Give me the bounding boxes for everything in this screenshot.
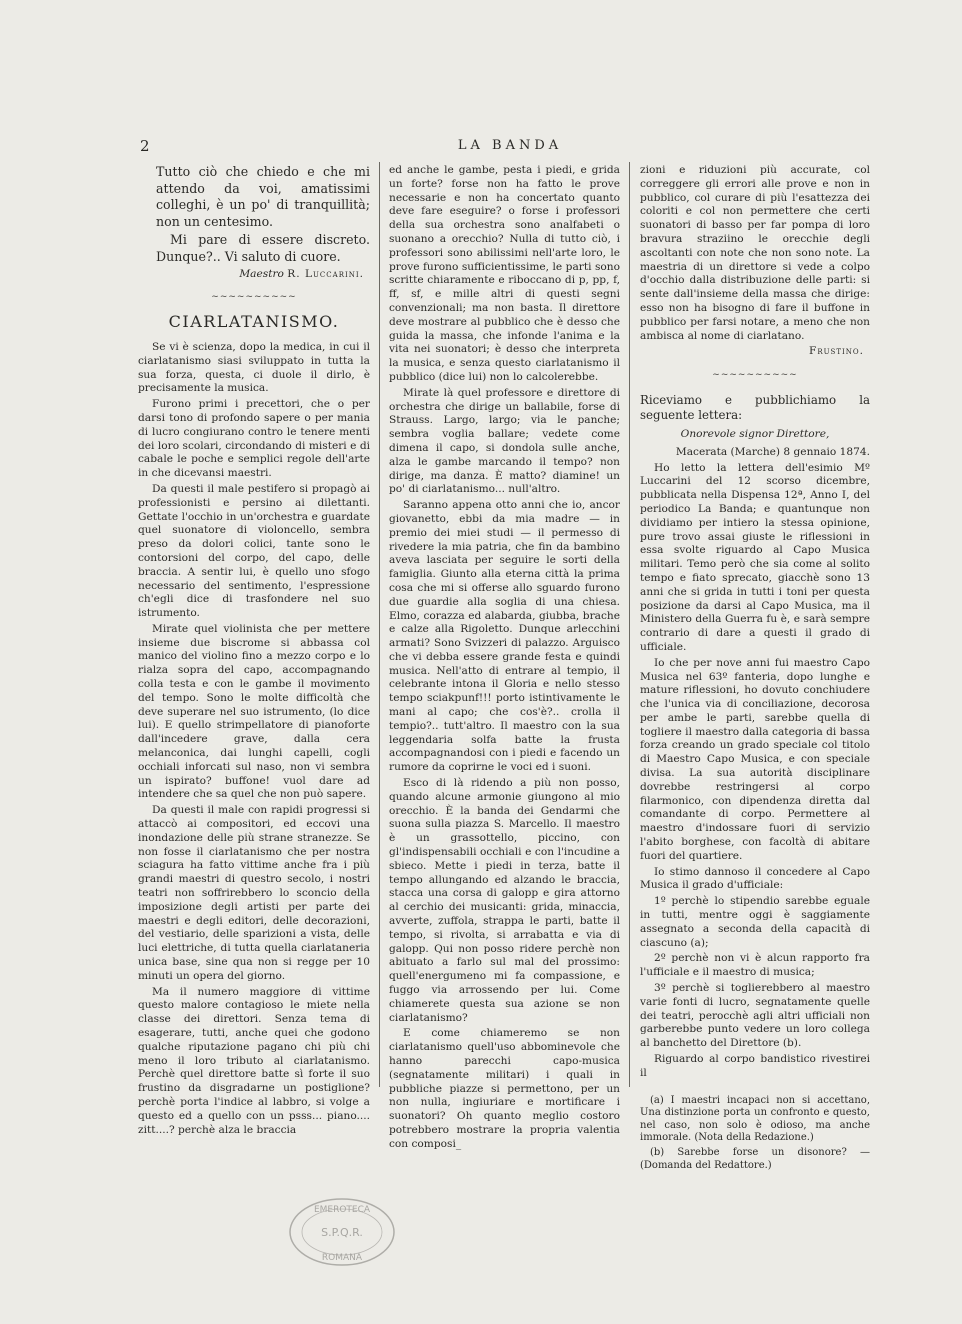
closing-paragraph: Tutto ciò che chiedo e che mi attendo da voi, amatissimi colleghi, è un po' di tranquillità; non un centesimo. bbox=[156, 164, 370, 229]
letter-paragraph: Riguardo al corpo bandistico rivestirei il bbox=[640, 1053, 870, 1079]
article-title: CIARLATANISMO. bbox=[168, 312, 340, 332]
letter-paragraph: 2º perchè non vi è alcun rapporto fra l'ufficiale e il maestro di musica; bbox=[640, 952, 870, 979]
article-paragraph: Furono primi i precettori, che o per darsi tono di profondo sapere o per mania di lucro congiurano contro le tenere menti dei loro scolari, circondando di misteri e di cabale le poche e semplici regole dell'arte in che dicevansi maestri. bbox=[138, 398, 370, 480]
article-paragraph: zioni e riduzioni più accurate, col correggere gli errori alle prove e non in pubblico, col curare di più l'esattezza dei coloriti e col non permettere che certi suonatori di basso per far pompa di loro bravura straziino le orecchie degli ascoltanti con note che non sono note. La maestria di un direttore si vede a colpo d'occhio dalla distribuzione delle parti: si sente dall'insieme della massa che dirige: esso non ha bisogno di fare il buffone in pubblico per farsi notare, a meno che non ambisca al nome di ciarlatano. bbox=[640, 164, 870, 342]
article-paragraph: Esco di là ridendo a più non posso, quando alcune armonie giungono al mio orecchio. È la banda dei Gendarmi che suona sulla piazza S. Marcello. Il maestro è un grassottello, piccino, con gl'indispensabili occhiali e con l'incudine a sbieco. Mette i piedi in terza, batte il tempo allungando ed alzando le braccia, stacca una corsa di galopp e gira attorno al cerchio dei musicanti: grida, minaccia, avverte, zuffola, strappa le parti, batte il tempo, si rivolta, si arrabatta e via di galopp. Qui non posso ridere perchè non abituato a farlo sul mal del prossimo: quell'energumeno mi fa compassione, e fuggo via arrossendo per lui. Come chiamerete questa sua azione se non ciarlatanismo? bbox=[389, 777, 620, 1024]
column-rule bbox=[379, 162, 380, 1087]
column-1 bbox=[138, 164, 370, 1174]
signature-prefix: Maestro bbox=[239, 267, 284, 280]
letter-paragraph: Io stimo dannoso il concedere al Capo Musica il grado d'ufficiale: bbox=[640, 865, 870, 892]
letter-salutation: Onorevole signor Direttore, bbox=[680, 427, 830, 440]
article-paragraph: Saranno appena otto anni che io, ancor giovanetto, ebbi da mia madre — in premio dei miei studi — il permesso di rivedere la mia patria, che fin da bambino aveva lasciata per seguire le sorti della famiglia. Giunto alla eterna città la prima cosa che mi si offerse allo sguardo furono due guardie alla soglia di una chiesa. Elmo, corazza ed alabarda, giubba, brache e calze alla Rigoletto. Dunque arlecchini armati? Sono Svizzeri di palazzo. Arguisco che vi debba essere grande festa e quindi musica. Nell'atto di entrare al tempio, il celebrante intona il Gloria e nello stesso tempo sciakpunf!!! porto istintivamente le mani al capo; che cos'è?.. crolla il tempio?.. tutt'altro. Il maestro con la sua leggendaria solfa batte la frusta accompagnandosi con i piedi e facendo un rumore da coprirne le voci ed i suoni. bbox=[389, 499, 620, 774]
library-stamp bbox=[287, 1196, 397, 1268]
column-rule bbox=[629, 162, 630, 1087]
article-paragraph: Se vi è scienza, dopo la medica, in cui il ciarlatanismo siasi sviluppato in tutta la sua forza, questa, ci duole il dirlo, è precisamente la musica. bbox=[138, 340, 370, 395]
ornament-divider: ~~~~~~~~~~ bbox=[211, 292, 297, 303]
page-header bbox=[140, 137, 880, 159]
signature-name: Frustino. bbox=[809, 345, 864, 358]
article-paragraph: Ma il numero maggiore di vittime questo malore contagioso le miete nella classe dei direttori. Senza tema di esagerare, tutti, anche quei che godono qualche riputazione pagano chi più chi meno il loro tributo al ciarlatanismo. Perchè quel direttore batte sì forte il suo frustino da disgradarne un postiglione? perchè porta l'indice al labbro, si volge a questo ed a quello con un psss... piano.... zitt....? perchè alza le braccia bbox=[138, 985, 370, 1136]
masthead: LA BANDA bbox=[457, 138, 563, 153]
article-paragraph: ed anche le gambe, pesta i piedi, e grida un forte? forse non ha fatto le prove necessarie e non ha concertato quanto deve fare eseguire? o forse i professori della sua orchestra sono analfabeti o suonano a orecchio? Nulla di tutto ciò, i professori sono abilissimi nell'arte loro, le prove furono sufficientissime, le parti sono scritte chiaramente e riboccano di p, pp, f, ff, sf, e mille altri di questi segni convenzionali; ma non basta. Il direttore deve mostrare al pubblico che è desso che guida la massa, che infonde l'anima e la vita nei suonatori; è desso che interpreta la musica, e senza questo ciarlatanismo il pubblico (dice lui) non lo calcolerebbe. bbox=[389, 164, 620, 383]
article-paragraph: E come chiameremo se non ciarlatanismo quell'uso abbominevole che hanno parecchi capo-musica (segnatamente militari) i quali in pubbliche piazze si permettono, per un non nulla, ingiuriare e mortificare i suonatori? Oh quanto meglio costoro potrebbero mostrare la propria valentia con composi_ bbox=[389, 1027, 620, 1150]
signature bbox=[640, 345, 864, 359]
footnote: (b) Sarebbe forse un disonore? — (Domanda del Redattore.) bbox=[640, 1146, 870, 1171]
letter-intro: Riceviamo e pubblichiamo la seguente lettera: bbox=[640, 392, 870, 423]
signature-name: R. Luccarini. bbox=[287, 267, 364, 280]
letter-paragraph: Io che per nove anni fui maestro Capo Musica nel 63º fanteria, dopo lunghe e mature riflessioni, ho dovuto conchiudere che l'unica via di conciliazione, decorosa per ambe le parti, sarebbe quella di togliere il maestro dalla categoria di bassa forza creando un grado speciale col titolo di Maestro Capo Musica, e con speciale divisa. La sua autorità disciplinare dovrebbe restringersi al corpo filarmonico, con dipendenza diretta dal comandante di corpo. Permettere al maestro d'indossare fuori di servizio l'abito borghese, con facoltà di abitare fuori del quartiere. bbox=[640, 656, 870, 862]
article-paragraph: Da questi il male pestifero si propagò ai professionisti e persino ai dilettanti. Gettate l'occhio in un'orchestra e guardate quel suonatore di violoncello, sembra preso da dolori colici, tante sono le contorsioni del corpo, del capo, delle braccia. A sentir lui, è quello uno sfogo necessario del sentimento, l'espressione ch'egli dice di trasfondere nel suo istrumento. bbox=[138, 482, 370, 620]
article-paragraph: Mirate quel violinista che per mettere insieme due biscrome si abbassa col manico del violino fino a mezzo corpo e lo rialza sopra del capo, accompagnando colla testa e con le gambe il movimento del tempo. Sono le molte difficoltà che deve superare nel suo istrumento, (lo dice lui). E quello strimpellatore di pianoforte dall'incedere grave, dalla cera melanconica, dai lunghi capelli, cogli occhiali inforcati sul naso, non vi sembra un ispirato? buffone! vuol dare ad intendere che sa quel che non può sapere. bbox=[138, 622, 370, 801]
stamp-line-3: ROMANA bbox=[321, 1253, 363, 1263]
ornament-divider: ~~~~~~~~~~ bbox=[712, 370, 798, 381]
page-number: 2 bbox=[140, 137, 150, 155]
letter-paragraph: 3º perchè si toglierebbero al maestro varie fonti di lucro, segnatamente quelle dei teatri, perocchè agli altri ufficiali non garberebbe punto vedere un loro collega al banchetto del Direttore (b). bbox=[640, 982, 870, 1050]
column-2 bbox=[389, 164, 620, 1174]
signature bbox=[138, 268, 364, 282]
footnotes bbox=[640, 1095, 870, 1173]
footnote: (a) I maestri incapaci non si accettano, Una distinzione porta un confronto e questo, nel caso, non solo è odioso, ma anche immorale. (Nota della Redazione.) bbox=[640, 1094, 870, 1144]
column-3 bbox=[640, 164, 870, 1174]
closing-paragraph: Mi pare di essere discreto. Dunque?.. Vi saluto di cuore. bbox=[156, 232, 370, 264]
letter-paragraph: 1º perchè lo stipendio sarebbe eguale in tutti, mentre oggi è saggiamente assegnato a seconda della capacità di ciascuno (a); bbox=[640, 895, 870, 949]
letter-dateline: Macerata (Marche) 8 gennaio 1874. bbox=[675, 445, 870, 458]
stamp-line-1: EMEROTECA bbox=[313, 1205, 371, 1215]
stamp-line-2: S.P.Q.R. bbox=[321, 1226, 363, 1239]
article-paragraph: Da questi il male con rapidi progressi si attaccò ai compositori, ed eccovi una inondazione delle più strane stranezze. Se non fosse il ciarlatanismo che per nostra sciagura ha fatto vittime anche fra i più grandi maestri di questro secolo, i nostri teatri non soffrirebbero lo sconcio della imposizione degli artisti per parte dei maestri e degli editori, delle decorazioni, del vestiario, delle sparizioni a vista, delle luci elettriche, di tutta quella ciarlataneria unica base, sine qua non si regge per 10 minuti un opera del giorno. bbox=[138, 804, 370, 982]
letter-paragraph: Ho letto la lettera dell'esimio Mº Luccarini del 12 scorso dicembre, pubblicata nella Dispensa 12ª, Anno I, del periodico La Banda; e quantunque non dividiamo per intiero la stessa opinione, pure trovo assai giuste le riflessioni in essa svolte riguardo al Capo Musica militari. Temo però che sia come al solito tempo e fiato sprecato, giacchè sono 13 anni che si grida in tutti i toni per questa posizione da darsi al Capo Musica, ma il Ministero della Guerra fu è, e sarà sempre contrario di dare a questi il grado di ufficiale. bbox=[640, 461, 870, 653]
article-paragraph: Mirate là quel professore e direttore di orchestra che dirige un ballabile, forse di Strauss. Largo, largo; via le panche; sembra voglia ballare; vedete come dimena il capo, si dondola sulle anche, alza le gambe marcando il tempo? non dirige, ma danza. È matto? diamine! un po' di ciarlatanismo... null'altro. bbox=[389, 386, 620, 496]
